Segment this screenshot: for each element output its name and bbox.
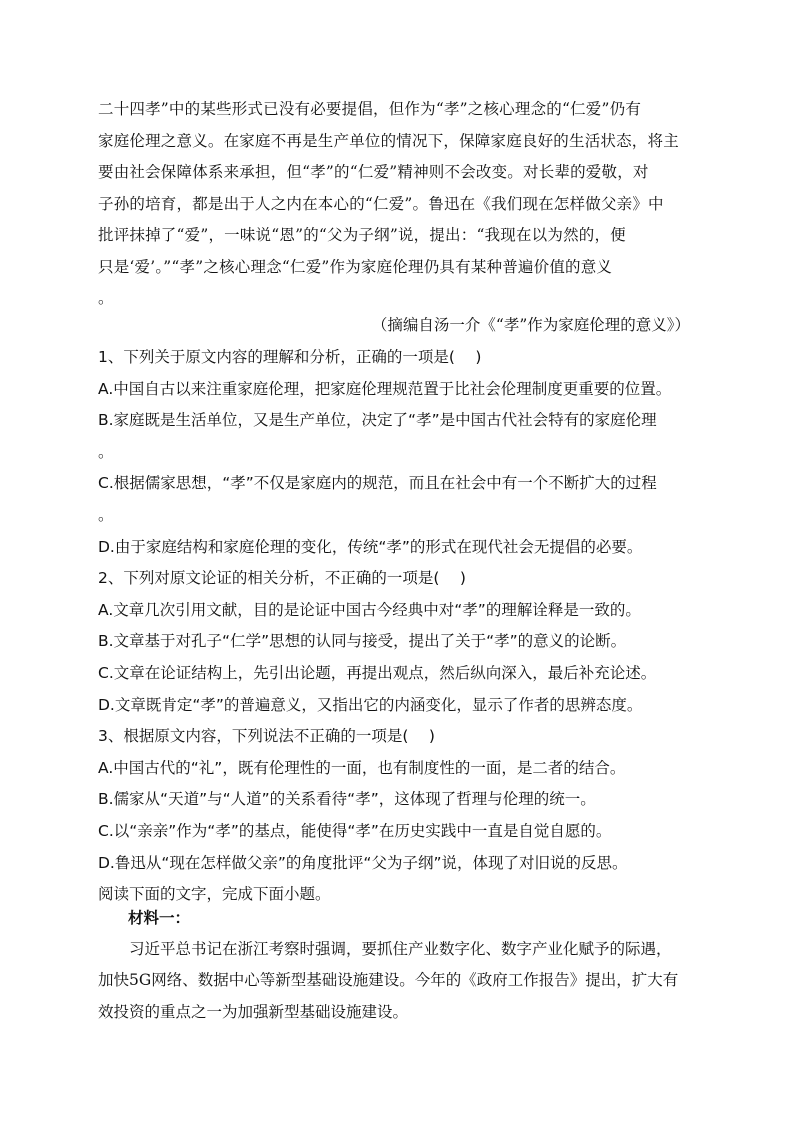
question-option: D.鲁迅从“现在怎样做父亲”的角度批评“父为子纲”说，体现了对旧说的反思。 [98,853,628,872]
passage-line: 要由社会保障体系来承担，但“孝”的“仁爱”精神则不会改变。对长辈的爱敬，对 [98,163,649,181]
material-line: 效投资的重点之一为加强新型基础设施建设。 [98,1002,409,1021]
passage-line: 。 [98,289,114,307]
question-option: A.中国古代的“礼”，既有伦理性的一面，也有制度性的一面，是二者的结合。 [98,758,626,777]
question-stem: 2、下列对原文论证的相关分析，不正确的一项是( ) [98,569,466,588]
passage-line: 只是‘爱’。”“孝”之核心理念“仁爱”作为家庭伦理仍具有某种普遍价值的意义 [98,257,613,276]
question-option: C.以“亲亲”作为“孝”的基点，能使得“孝”在历史实践中一直是自觉自愿的。 [98,821,612,840]
question-option: A.中国自古以来注重家庭伦理，把家庭伦理规范置于比社会伦理制度更重要的位置。 [98,379,672,398]
question-option: B.文章基于对孔子“仁学”思想的认同与接受，提出了关于“孝”的意义的论断。 [98,632,627,651]
question-option: C.根据儒家思想，“孝”不仅是家庭内的规范，而且在社会中有一个不断扩大的过程 [98,474,657,493]
material-line: 加快5G网络、数据中心等新型基础设施建设。今年的《政府工作报告》提出，扩大有 [98,971,679,989]
questions-section [98,342,698,911]
question-option: 。 [98,442,114,461]
reading-instruction: 阅读下面的文字，完成下面小题。 [98,885,331,904]
material-section [98,902,698,1028]
question-option: B.儒家从“天道”与“人道”的关系看待“孝”，这体现了哲理与伦理的统一。 [98,790,596,809]
question-option: B.家庭既是生活单位，又是生产单位，决定了“孝”是中国古代社会特有的家庭伦理 [98,411,657,430]
passage-line: 子孙的培育，都是出于人之内在本心的“仁爱”。鲁迅在《我们现在怎样做父亲》中 [98,194,664,213]
question-option: C.文章在论证结构上，先引出论题，再提出观点，然后纵向深入，最后补充论述。 [98,663,657,682]
material-title: 材料一： [128,908,191,927]
question-stem: 3、根据原文内容，下列说法不正确的一项是( ) [98,727,435,746]
question-option: 。 [98,505,114,524]
question-option: D.由于家庭结构和家庭伦理的变化，传统“孝”的形式在现代社会无提倡的必要。 [98,537,643,556]
source-citation: （摘编自汤一介《“孝”作为家庭伦理的意义》） [371,316,690,334]
question-stem: 1、下列关于原文内容的理解和分析，正确的一项是( ) [98,348,482,366]
passage-line: 二十四孝”中的某些形式已没有必要提倡，但作为“孝”之核心理念的“仁爱”仍有 [98,100,642,118]
question-option: D.文章既肯定“孝”的普遍意义，又指出它的内涵变化，显示了作者的思辨态度。 [98,695,643,714]
material-line: 习近平总书记在浙江考察时强调，要抓住产业数字化、数字产业化赋予的际遇， [129,939,672,958]
question-option: A.文章几次引用文献，目的是论证中国古今经典中对“孝”的理解诠释是一致的。 [98,600,641,619]
passage-line: 家庭伦理之意义。在家庭不再是生产单位的情况下，保障家庭良好的生活状态，将主 [98,131,679,150]
passage-text [98,94,698,315]
passage-line: 批评抹掉了“爱”，一味说“恩”的“父为子纲”说，提出：“我现在以为然的，便 [98,226,626,244]
